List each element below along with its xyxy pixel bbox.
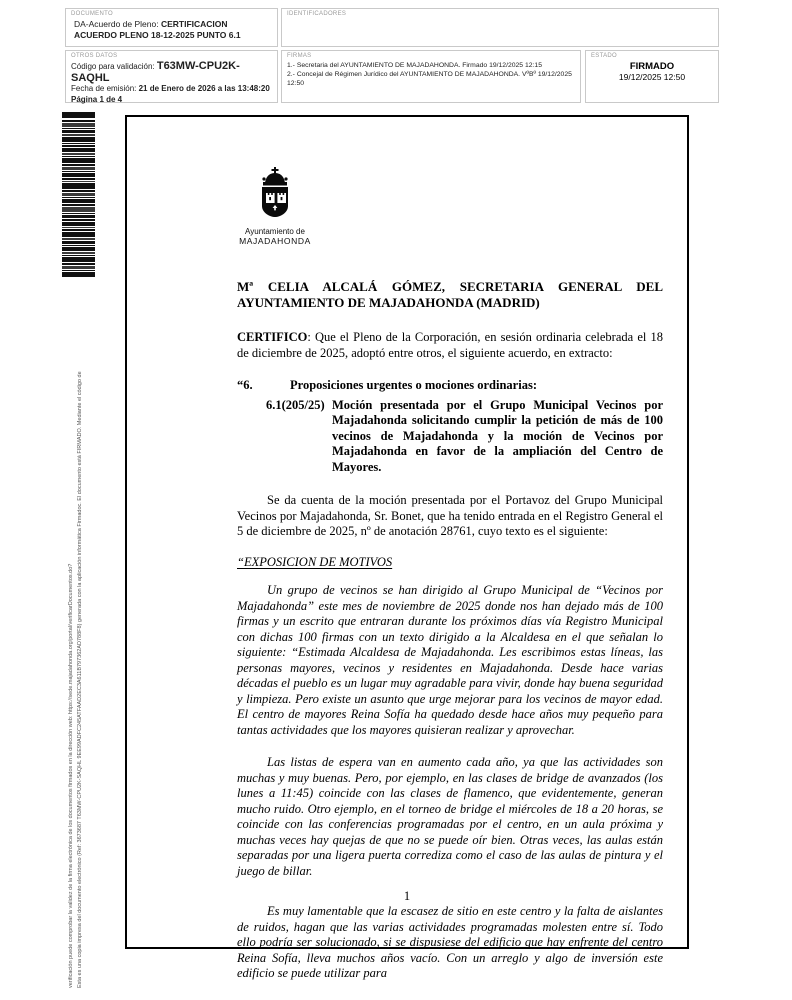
agenda-item-6-1-number: 6.1(205/25) <box>266 397 325 412</box>
documento-label: DOCUMENTO <box>71 11 113 17</box>
motion-paragraph-1: Un grupo de vecinos se han dirigido al Grupo Municipal de “Vecinos por Majadahonda” este mes de noviembre de 2025 donde nos han dejado más de 100 firmas y un escrito que entraran durante los próximos días vía Registro Municipal con dichas 100 firmas con un texto dirigido a la Alcaldesa en el que señalan lo siguiente: “Estimada Alcaldesa de Majadahonda. Les escribimos estas líneas, las personas mayores, vecinos y residentes en Majadahonda. Desde hace varias décadas el pueblo es un lugar muy agradable para vivir, donde hay buena seguridad y limpieza. Pero existe un asunto que urge mejorar para los vecinos de mayor edad. El centro de mayores Reina Sofía ha quedado desde hace años muy pequeño para tantas actividades que los mayores quisieran realizar y aprovechar. <box>237 583 663 737</box>
document-content <box>237 279 663 982</box>
identificadores-label: IDENTIFICADORES <box>287 11 347 17</box>
agenda-item-6-1 <box>266 398 663 476</box>
fecha-emision: Fecha de emisión: 21 de Enero de 2026 a las 13:48:20 <box>71 84 270 93</box>
documento-value: DA-Acuerdo de Pleno: CERTIFICACION ACUERDO PLENO 18-12-2025 PUNTO 6.1 <box>74 19 241 40</box>
estado-label: ESTADO <box>591 53 618 59</box>
barcode-icon <box>62 112 95 278</box>
motion-paragraph-3: Es muy lamentable que la escasez de sitio en este centro y la falta de aislantes de ruidos, hagan que las varias actividades programadas molesten entre sí. Todo ello podría ser solucionado, si se dispusiese del edificio que hay enfrente del centro Reina Sofía, lleva muchos años vacío. Con un arreglo y algo de inversión este edificio se puede utilizar para <box>237 904 663 980</box>
otros-datos-label: OTROS DATOS <box>71 53 118 59</box>
certifico-paragraph: CERTIFICO: Que el Pleno de la Corporación, en sesión ordinaria celebrada el 18 de diciembre de 2025, adoptó entre otros, el siguiente acuerdo, en extracto: <box>237 330 663 360</box>
logo-caption-line2: MAJADAHONDA <box>239 236 311 246</box>
documento-box <box>65 8 278 47</box>
agenda-item-6-number: “6. <box>237 378 253 392</box>
firma-2: 2.- Concejal de Régimen Jurídico del AYUNTAMIENTO DE MAJADAHONDA. VºBº 19/12/2025 12:50 <box>287 71 572 87</box>
estado-datetime: 19/12/2025 12:50 <box>618 72 686 82</box>
codigo-validacion: Código para validación: T63MW-CPU2K-SAQHL <box>71 60 240 84</box>
estado-status: FIRMADO <box>629 61 675 72</box>
identificadores-box <box>281 8 719 47</box>
vertical-disclaimer-line1: Esta es una copia impresa del documento electrónico (Ref: 3673687 T63MW-CPU2K-SAQHL 9EE99ADFC245ATFAAD2EC3A611B797362AD788F8) generada con la aplicación informática Firmadoc. El documento está FIRMADO. Mediante el código de <box>76 371 83 988</box>
ayuntamiento-logo <box>233 167 317 246</box>
firma-1: 1.- Secretaria del AYUNTAMIENTO DE MAJADAHONDA. Firmado 19/12/2025 12:15 <box>287 62 542 69</box>
motion-paragraph-2: Las listas de espera van en aumento cada año, ya que las actividades son muchas y muy buenas. Pero, por ejemplo, en las clases de bridge de avanzados (los lunes a 11:45) coincide con las clases de flamenco, que evidentemente, generan mucho ruido. Otro ejemplo, en el torneo de bridge el miércoles de 18 a 20 horas, se coincide con las conferencias programadas por el centro, en un aula próxima y muchas veces hay quejas de que no se puede oír bien. Otras veces, las aulas están separadas por una ligera puerta corrediza como el caso de las aulas de pintura y el juego de billar. <box>237 755 663 878</box>
agenda-item-6 <box>237 378 663 394</box>
otros-datos-box <box>65 50 278 103</box>
exposicion-heading: “EXPOSICION DE MOTIVOS <box>237 554 393 569</box>
vertical-disclaimer <box>67 283 84 988</box>
pagina-indicator: Página 1 de 4 <box>71 94 123 104</box>
firmas-box <box>281 50 581 103</box>
agenda-item-6-1-text: Moción presentada por el Grupo Municipal Vecinos por Majadahonda solicitando cumplir la petición de más de 100 vecinos de Majadahonda y la moción de Vecinos por Majadahonda en favor de la ampliación del Centro de Mayores. <box>332 397 663 474</box>
document-title: Mª CELIA ALCALÁ GÓMEZ, SECRETARIA GENERAL DEL AYUNTAMIENTO DE MAJADAHONDA (MADRID) <box>237 279 663 310</box>
document-page <box>125 115 689 980</box>
paragraph-se-da-cuenta: Se da cuenta de la moción presentada por el Portavoz del Grupo Municipal Vecinos por Majadahonda, Sr. Bonet, que ha tenido entrada en el Registro General el 5 de diciembre de 2025, nº de anotación 28761, cuyo texto es el siguiente: <box>237 493 663 538</box>
page-number: 1 <box>403 889 411 903</box>
vertical-disclaimer-line2: verificación puede comprobar la validez de la firma electrónica de los documentos firmados en la dirección web: https://sede.majadahonda.org/portal/verificarDocumentos.do? <box>68 563 74 988</box>
firmas-label: FIRMAS <box>287 53 312 59</box>
estado-box <box>585 50 719 103</box>
agenda-item-6-text: Proposiciones urgentes o mociones ordinarias: <box>290 378 537 392</box>
logo-caption-line1: Ayuntamiento de <box>245 227 305 236</box>
majadahonda-crest-icon <box>257 167 293 224</box>
